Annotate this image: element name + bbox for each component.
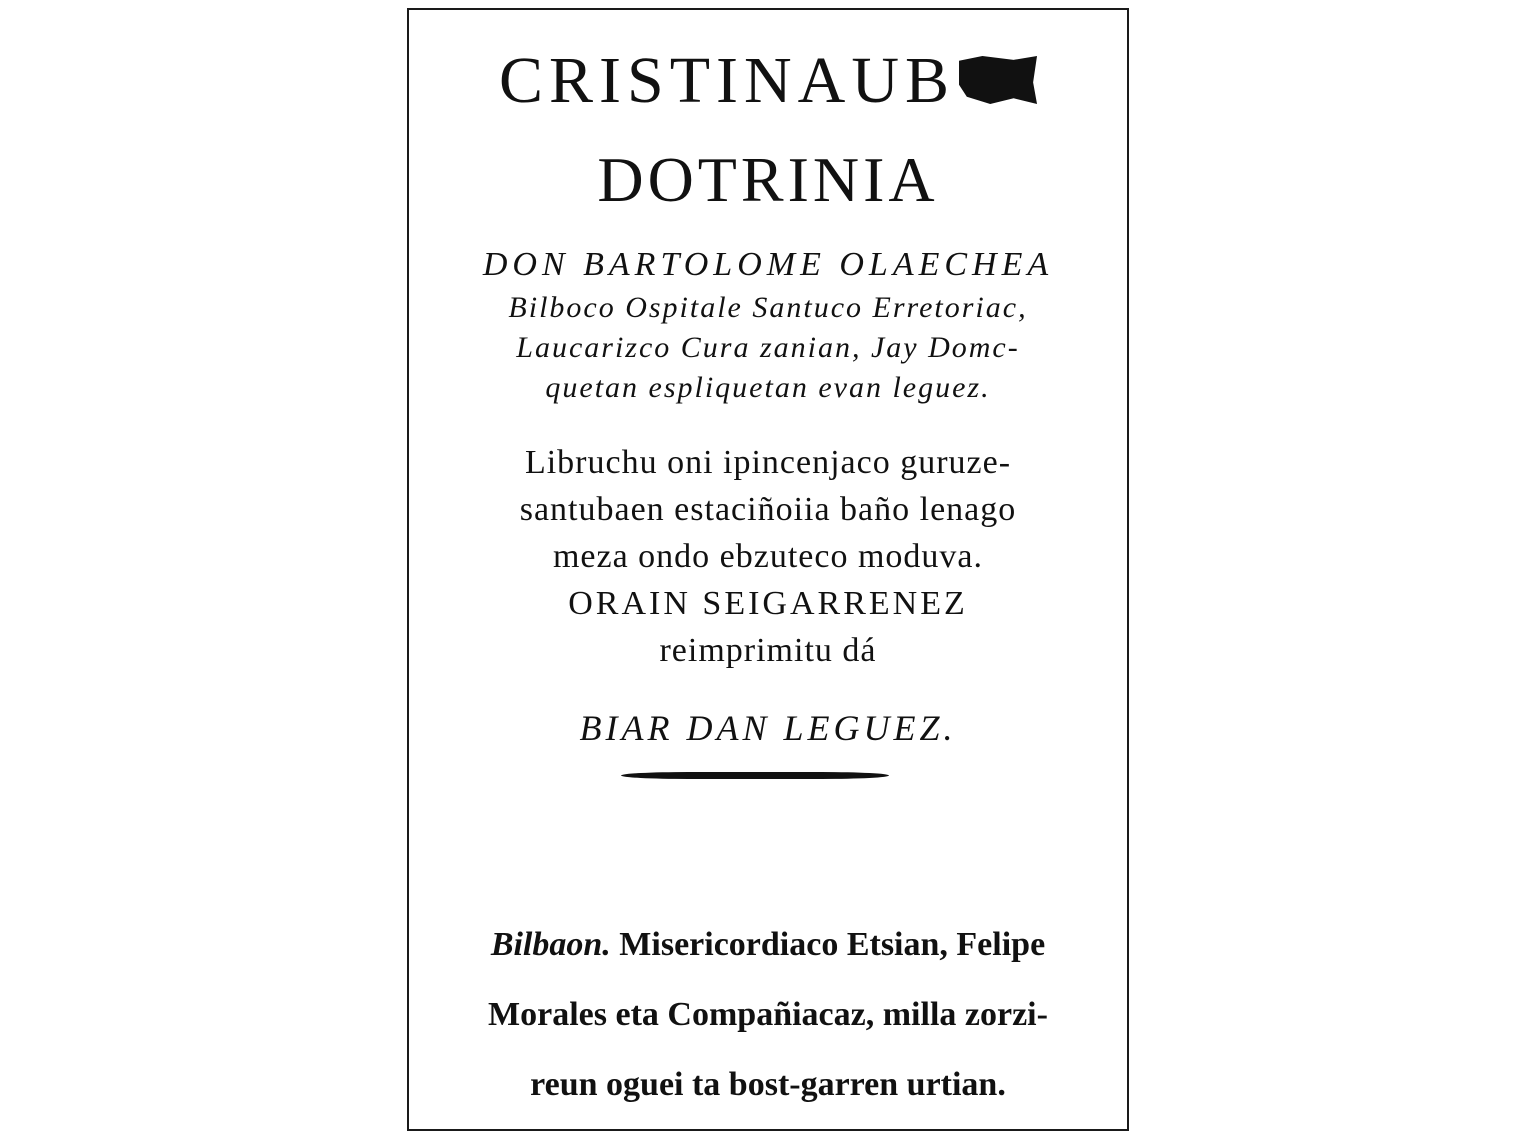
imprint-line-1-rest: Misericordiaco Etsian, Felipe [610, 926, 1046, 963]
description-line-3: quetan espliquetan evan leguez. [545, 371, 991, 404]
description-line-2: Laucarizco Cura zanian, Jay Domc- [516, 331, 1020, 364]
divider-rule [621, 772, 889, 779]
author-name: DON BARTOLOME OLAECHEA [482, 246, 1054, 283]
ink-blot [959, 56, 1037, 104]
imprint-line-3: reun oguei ta bost-garren urtian. [530, 1066, 1006, 1103]
body-line-3: meza ondo ebzuteco moduva. [552, 538, 984, 575]
imprint-place: Bilbaon. [490, 926, 611, 963]
title-line-1 [409, 44, 1127, 117]
description-line-1: Bilboco Ospitale Santuco Erretoriac, [508, 291, 1028, 324]
title-line-2: DOTRINIA [597, 144, 939, 215]
body-line-2: santubaen estaciñoiia baño lenago [519, 491, 1017, 528]
motto: BIAR DAN LEGUEZ. [579, 708, 957, 748]
imprint-line-2: Morales eta Compañiacaz, milla zorzi- [488, 996, 1048, 1033]
body-line-1: Libruchu oni ipincenjaco guruze- [524, 444, 1012, 481]
reprint-statement: reimprimitu dá [659, 632, 877, 669]
imprint-line-1 [409, 928, 1127, 962]
edition-statement: ORAIN SEIGARRENEZ [568, 585, 968, 622]
title-line-1-text: CRISTINAUB [498, 44, 956, 117]
title-page [407, 8, 1129, 1131]
